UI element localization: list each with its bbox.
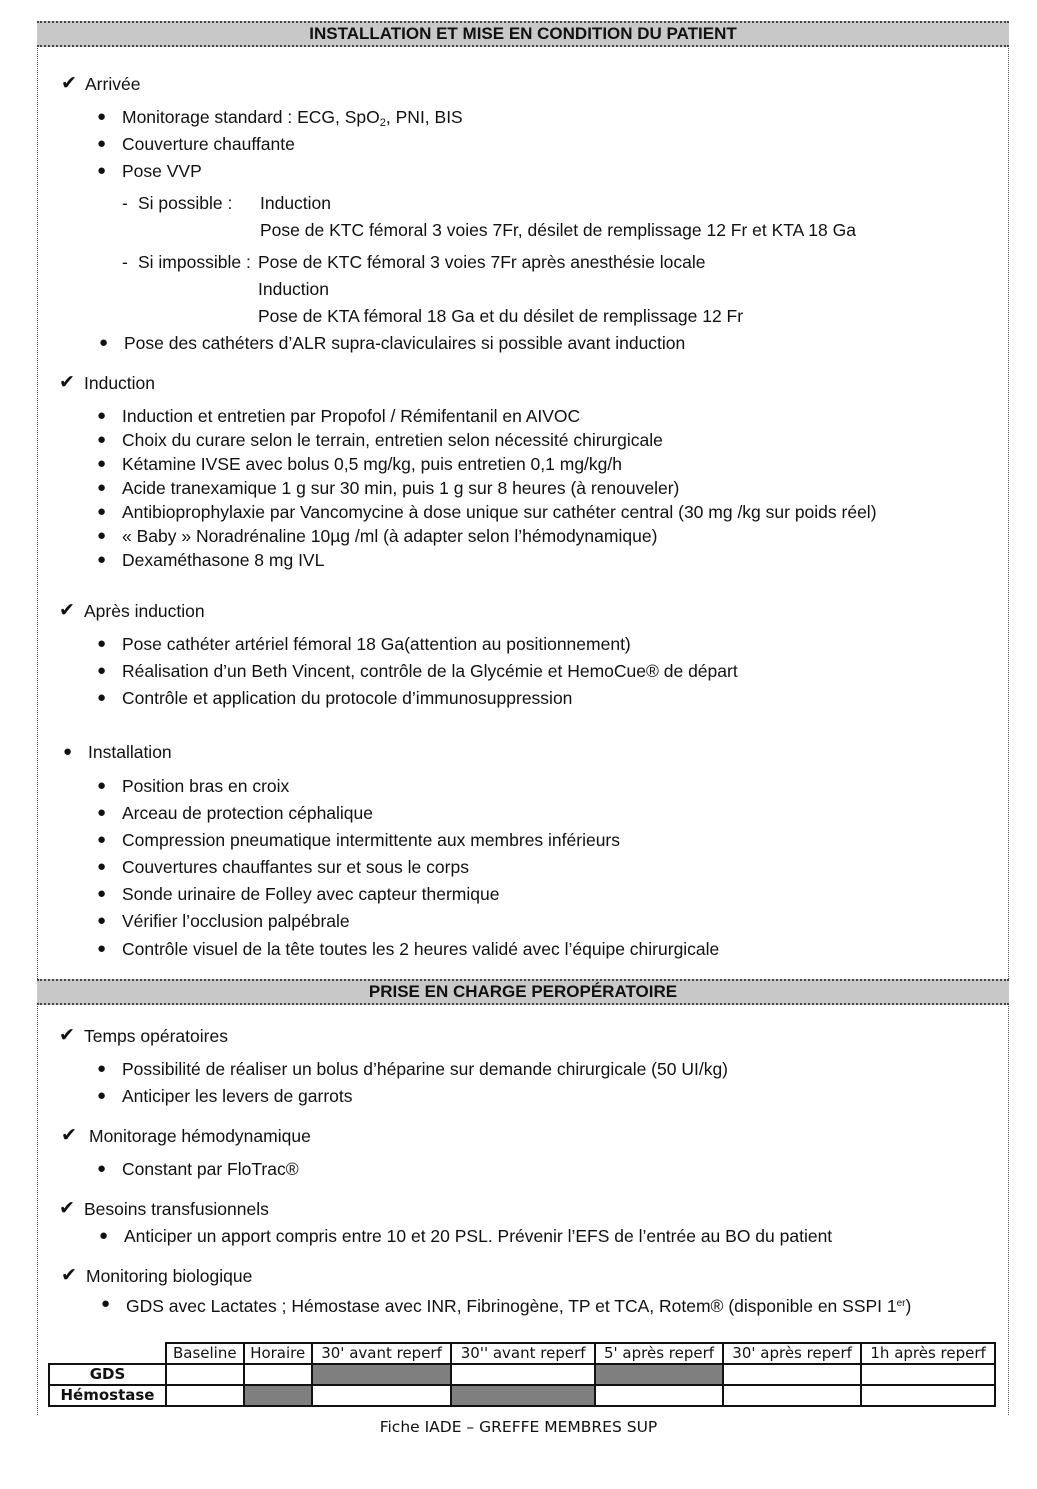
heading-temps-operatoires: Temps opératoires	[84, 1026, 228, 1046]
sub-line: Induction	[260, 193, 332, 213]
check-icon: ✔	[61, 1265, 77, 1286]
bullet-icon: ●	[97, 162, 107, 179]
list-item: Arceau de protection céphalique	[122, 803, 374, 823]
bullet-icon: ●	[97, 885, 107, 902]
bullet-icon: ●	[97, 635, 107, 652]
bullet-icon: ●	[97, 135, 107, 152]
table-cell	[595, 1364, 723, 1385]
table-row	[49, 1385, 995, 1406]
row-label: GDS	[49, 1364, 166, 1385]
table-cell	[451, 1364, 595, 1385]
table-row	[49, 1364, 995, 1385]
bullet-icon: ●	[97, 940, 107, 957]
list-item: Dexaméthasone 8 mg IVL	[122, 550, 325, 570]
list-item: Anticiper les levers de garrots	[122, 1086, 353, 1106]
bullet-icon: ●	[97, 503, 107, 520]
bullet-icon: ●	[97, 431, 107, 448]
check-icon: ✔	[59, 372, 75, 393]
list-item: GDS avec Lactates ; Hémostase avec INR, Fibrinogène, TP et TCA, Rotem® (disponible en SSPI 1er)	[126, 1296, 912, 1316]
list-item: Possibilité de réaliser un bolus d’héparine sur demande chirurgicale (50 UI/kg)	[122, 1059, 729, 1079]
table-cell	[166, 1364, 244, 1385]
heading-monitoring-bio: Monitoring biologique	[86, 1266, 253, 1286]
list-item: Kétamine IVSE avec bolus 0,5 mg/kg, puis entretien 0,1 mg/kg/h	[122, 454, 622, 474]
list-item: Couvertures chauffantes sur et sous le corps	[122, 857, 469, 877]
check-icon: ✔	[61, 1125, 77, 1146]
heading-monitorage: Monitorage hémodynamique	[89, 1126, 311, 1146]
list-item: Anticiper un apport compris entre 10 et 20 PSL. Prévenir l’EFS de l’entrée au BO du patient	[124, 1226, 833, 1246]
table-cell	[861, 1364, 995, 1385]
column-header: 30'' avant reperf	[451, 1343, 595, 1364]
list-item: Contrôle et application du protocole d’immunosuppression	[122, 688, 573, 708]
column-header: 30' avant reperf	[312, 1343, 451, 1364]
section-title: INSTALLATION ET MISE EN CONDITION DU PATIENT	[309, 24, 737, 43]
list-item: Sonde urinaire de Folley avec capteur thermique	[122, 884, 500, 904]
bullet-icon: ●	[97, 527, 107, 544]
table-cell	[244, 1364, 312, 1385]
sub-line: Pose de KTC fémoral 3 voies 7Fr, désilet de remplissage 12 Fr et KTA 18 Ga	[260, 220, 856, 240]
check-icon: ✔	[59, 1198, 75, 1219]
list-item: Vérifier l’occlusion palpébrale	[122, 911, 350, 931]
list-item: Acide tranexamique 1 g sur 30 min, puis 1 g sur 8 heures (à renouveler)	[122, 478, 680, 498]
list-item: Induction et entretien par Propofol / Rémifentanil en AIVOC	[122, 406, 581, 426]
list-item: Choix du curare selon le terrain, entretien selon nécessité chirurgicale	[122, 430, 663, 450]
bullet-icon: ●	[97, 1060, 107, 1077]
bullet-icon: ●	[101, 1295, 111, 1312]
column-header: Baseline	[166, 1343, 244, 1364]
list-item: Pose VVP	[122, 161, 202, 181]
list-item: Couverture chauffante	[122, 134, 295, 154]
bullet-icon: ●	[97, 551, 107, 568]
bullet-icon: ●	[97, 777, 107, 794]
dash-icon: -	[122, 252, 128, 272]
column-header: 5' après reperf	[595, 1343, 723, 1364]
list-item: Contrôle visuel de la tête toutes les 2 heures validé avec l’équipe chirurgicale	[122, 939, 720, 959]
check-icon: ✔	[61, 73, 77, 94]
table-cell	[312, 1364, 451, 1385]
bullet-icon: ●	[99, 334, 109, 351]
table-corner	[49, 1343, 166, 1364]
check-icon: ✔	[59, 600, 75, 621]
section-title: PRISE EN CHARGE PEROPÉRATOIRE	[368, 982, 678, 1001]
table-cell	[723, 1385, 861, 1406]
row-label: Hémostase	[49, 1385, 166, 1406]
bullet-icon: ●	[97, 831, 107, 848]
bullet-icon: ●	[63, 743, 73, 760]
bullet-icon: ●	[97, 1087, 107, 1104]
table-cell	[166, 1385, 244, 1406]
heading-besoins: Besoins transfusionnels	[84, 1199, 269, 1219]
bullet-icon: ●	[97, 1160, 107, 1177]
heading-arrivee: Arrivée	[85, 74, 141, 94]
list-item: « Baby » Noradrénaline 10µg /ml (à adapter selon l’hémodynamique)	[122, 526, 658, 546]
table-cell	[312, 1385, 451, 1406]
bullet-icon: ●	[97, 108, 107, 125]
bullet-icon: ●	[97, 858, 107, 875]
list-item: Pose des cathéters d’ALR supra-claviculaires si possible avant induction	[124, 333, 686, 353]
list-item: Compression pneumatique intermittente aux membres inférieurs	[122, 830, 621, 850]
check-icon: ✔	[59, 1025, 75, 1046]
heading-induction: Induction	[84, 373, 156, 393]
bullet-icon: ●	[97, 455, 107, 472]
si-possible-label: Si possible :	[138, 193, 233, 213]
section-header-installation	[37, 21, 1009, 47]
bullet-icon: ●	[97, 662, 107, 679]
list-item: Pose cathéter artériel fémoral 18 Ga(attention au positionnement)	[122, 634, 631, 654]
si-impossible-label: Si impossible :	[138, 252, 251, 272]
bullet-icon: ●	[97, 479, 107, 496]
table-cell	[861, 1385, 995, 1406]
list-item: Position bras en croix	[122, 776, 290, 796]
list-item: Constant par FloTrac®	[122, 1159, 299, 1179]
bullet-icon: ●	[99, 1227, 109, 1244]
dash-icon: -	[122, 193, 128, 213]
sub-line: Pose de KTA fémoral 18 Ga et du désilet de remplissage 12 Fr	[258, 306, 744, 326]
bullet-icon: ●	[97, 804, 107, 821]
column-header: 1h après reperf	[861, 1343, 995, 1364]
table-cell	[723, 1364, 861, 1385]
table-cell	[451, 1385, 595, 1406]
heading-apres-induction: Après induction	[84, 601, 205, 621]
heading-installation: Installation	[88, 742, 172, 762]
sub-line: Induction	[258, 279, 330, 299]
bullet-icon: ●	[97, 407, 107, 424]
column-header: 30' après reperf	[723, 1343, 861, 1364]
column-header: Horaire	[244, 1343, 312, 1364]
table-cell	[595, 1385, 723, 1406]
list-item: Antibioprophylaxie par Vancomycine à dose unique sur cathéter central (30 mg /kg sur poids réel)	[122, 502, 877, 522]
list-item: Monitorage standard : ECG, SpO$_2$, PNI, BIS	[122, 107, 463, 129]
table-cell	[244, 1385, 312, 1406]
bullet-icon: ●	[97, 689, 107, 706]
timing-table	[48, 1342, 996, 1407]
section-header-peroperatoire	[37, 979, 1009, 1005]
table-header-row	[49, 1343, 995, 1364]
sub-line: Pose de KTC fémoral 3 voies 7Fr après anesthésie locale	[258, 252, 706, 272]
list-item: Réalisation d’un Beth Vincent, contrôle de la Glycémie et HemoCue® de départ	[122, 661, 738, 681]
bullet-icon: ●	[97, 912, 107, 929]
page-footer: Fiche IADE – GREFFE MEMBRES SUP	[379, 1418, 658, 1436]
